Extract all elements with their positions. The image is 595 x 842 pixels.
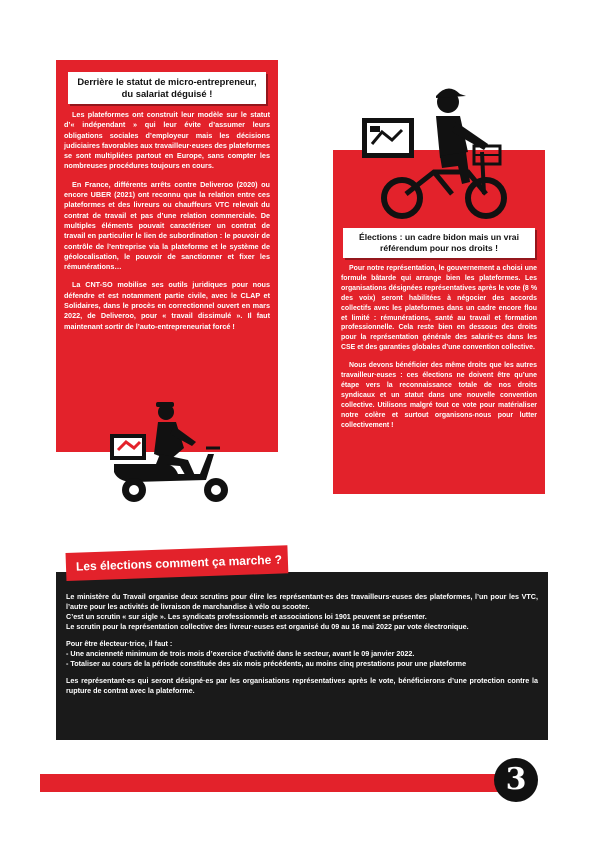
delivery-scooter-icon [104, 398, 254, 506]
howto-condition-1: - Une ancienneté minimum de trois mois d’exercice d’activité dans le secteur, avant le 09 janvier 2022. [66, 649, 415, 658]
footer-bar [40, 774, 505, 792]
right-paragraph-1: Pour notre représentation, le gouvernement a choisi une formule bâtarde qui arrange bien les plateformes. Les organisations désignées représentatives après le vote (8 % des voix) seront habilitées à négocier des accords collectifs avec les plateformes dans un cadre encore flou et limité : rémunérations, santé au travail et formation professionnelle. Cela reste bien en dessous des droits pour la représentation générale des salarié·es dans les CSE et des garanties globales d’une convention collective. [341, 265, 537, 352]
howto-conditions-intro: Pour être électeur·trice, il faut : [66, 639, 173, 648]
elections-howto-box [56, 572, 548, 740]
howto-line-1: Le ministère du Travail organise deux scrutins pour élire les représentant·es des travailleurs·euses des plateformes, l’un pour les VTC, l’autre pour les activités de livraison de marchandise à vélo ou scooter. [66, 592, 538, 611]
right-title-line2: référendum pour nos droits ! [380, 243, 498, 253]
right-paragraph-2: Nous devons bénéficier des même droits que les autres travailleur·euses : ces élections ne doivent être qu’une étape vers la reconnaissance totale de nos droits syndicaux et un statut dans une nouvelle convention collective. Utilisons malgré tout ce vote pour matérialiser notre colère et surtout organisons-nous pour lutter collectivement ! [341, 362, 537, 429]
howto-closing: Les représentant·es qui seront désigné·es par les organisations représentatives après le vote, bénéficierons d’une protection contre la rupture de contrat avec la plateforme. [66, 676, 538, 695]
right-article-title [343, 228, 535, 258]
delivery-bike-icon [356, 82, 516, 222]
howto-line-3: Le scrutin pour la représentation collective des livreur·euses est organisé du 09 au 16 mai 2022 par vote électronique. [66, 622, 469, 631]
page-number: 3 [494, 758, 538, 802]
howto-title: Les élections comment ça marche ? [66, 545, 289, 581]
right-title-line1: Élections : un cadre bidon mais un vrai [359, 232, 519, 242]
left-article-title [68, 72, 266, 104]
left-title-line2: du salariat déguisé ! [121, 88, 213, 99]
left-paragraph-2: En France, différents arrêts contre Deliveroo (2020) ou encore UBER (2021) ont reconnu que la relation entre ces plateformes et des livreurs ou chauffeurs VTC relevait du contrat de travail et pas d’une relation commerciale. De multiples éléments pouvait caractériser un contrat de travail en particulier le lien de subordination : le pouvoir de contrôle de l’entreprise via la plateforme et le système de géolocalisation, le pouvoir de sanctionner et fixer les rémunérations… [64, 179, 270, 272]
left-paragraph-1: Les plateformes ont construit leur modèle sur le statut d’« indépendant » qui leur évite d’assumer leurs obligations sociales d’employeur mais les décisions judiciaires favorables aux travailleur·euses des plateformes se sont multipliées partout en Europe, sans compter les nombreuses procédures toujours en cours. [64, 110, 270, 171]
left-title-line1: Derrière le statut de micro-entrepreneur, [77, 76, 257, 87]
left-paragraph-3: La CNT-SO mobilise ses outils juridiques pour nous défendre et est notamment partie civile, avec le CLAP et Solidaires, dans le procès en correctionnel ouvert en mars 2022, de Deliveroo, pour « travail dissimulé ». Il faut maintenant sortir de l’auto-entrepreneuriat forcé ! [64, 280, 270, 331]
howto-line-2: C’est un scrutin « sur sigle ». Les syndicats professionnels et associations loi 1901 peuvent se présenter. [66, 612, 427, 621]
left-article-box [56, 60, 278, 452]
howto-condition-2: - Totaliser au cours de la période constituée des six mois précédents, au moins cinq prestations pour une plateforme [66, 659, 467, 668]
